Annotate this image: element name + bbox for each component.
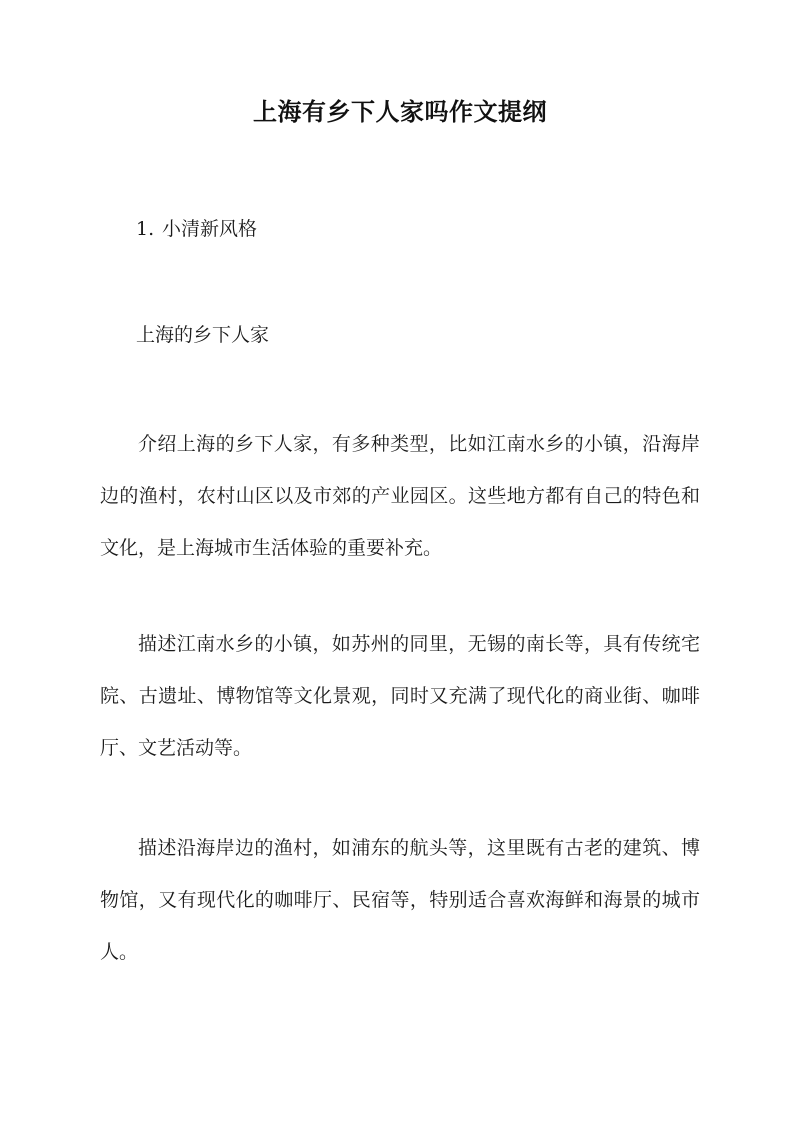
paragraph-intro: 介绍上海的乡下人家，有多种类型，比如江南水乡的小镇，沿海岸边的渔村，农村山区以及市郊的产业园区。这些地方都有自己的特色和文化，是上海城市生活体验的重要补充。 — [100, 433, 700, 559]
section-heading — [136, 214, 257, 244]
paragraph-water-towns: 描述江南水乡的小镇，如苏州的同里，无锡的南长等，具有传统宅院、古遗址、博物馆等文化景观，同时又充满了现代化的商业街、咖啡厅、文艺活动等。 — [100, 633, 700, 759]
section-number: 1. — [136, 218, 155, 240]
section-label: 小清新风格 — [162, 218, 258, 240]
section-subtitle: 上海的乡下人家 — [136, 324, 270, 346]
paragraph-fishing-villages: 描述沿海岸边的渔村，如浦东的航头等，这里既有古老的建筑、博物馆，又有现代化的咖啡厅、民宿等，特别适合喜欢海鲜和海景的城市人。 — [100, 837, 700, 963]
document-title: 上海有乡下人家吗作文提纲 — [253, 97, 547, 126]
